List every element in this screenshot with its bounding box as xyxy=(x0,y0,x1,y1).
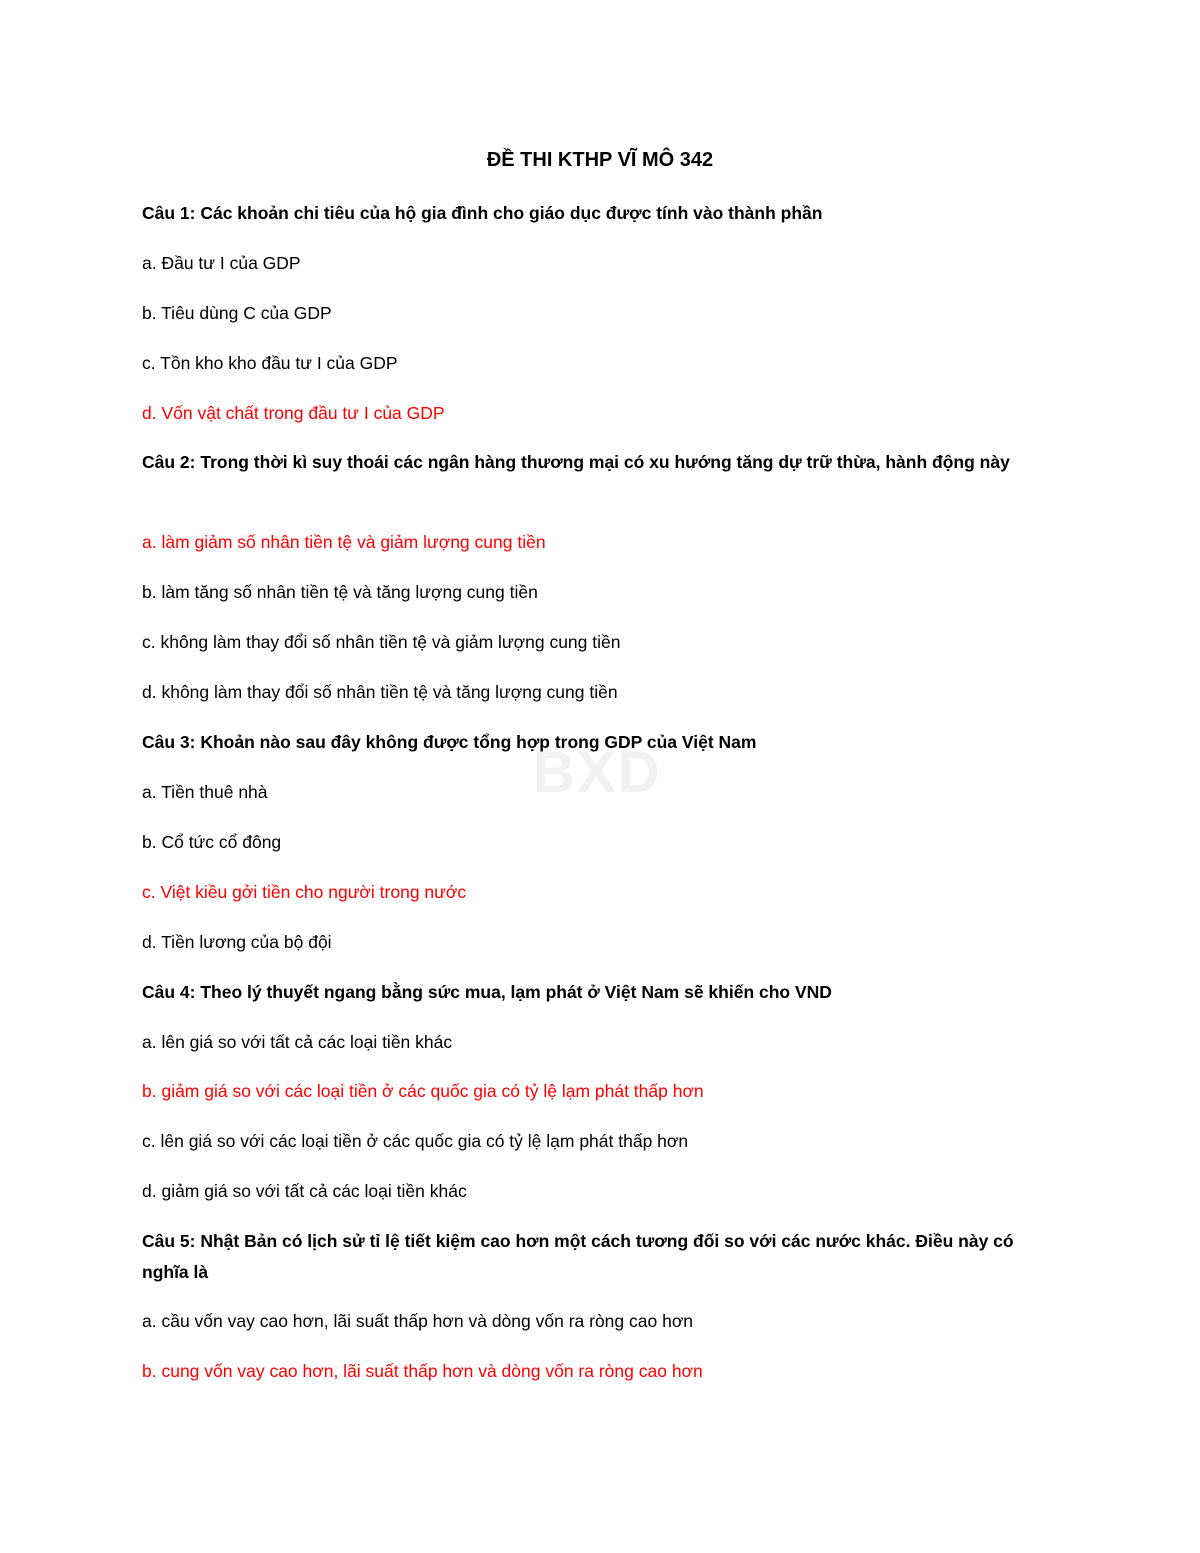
question-4-option-b-correct: b. giảm giá so với các loại tiền ở các quốc gia có tỷ lệ lạm phát thấp hơn xyxy=(142,1081,704,1101)
question-5-prompt: Câu 5: Nhật Bản có lịch sử tỉ lệ tiết kiệm cao hơn một cách tương đối so với các nước khác. Điều này có nghĩa là xyxy=(142,1231,1014,1282)
question-3-option-b: b. Cổ tức cổ đông xyxy=(142,832,282,852)
question-1-prompt: Câu 1: Các khoản chi tiêu của hộ gia đình cho giáo dục được tính vào thành phần xyxy=(142,203,823,223)
question-3-prompt: Câu 3: Khoản nào sau đây không được tổng hợp trong GDP của Việt Nam xyxy=(142,732,757,752)
question-3-option-a: a. Tiền thuê nhà xyxy=(142,782,268,802)
question-2-prompt: Câu 2: Trong thời kì suy thoái các ngân hàng thương mại có xu hướng tăng dự trữ thừa, hành động này xyxy=(142,452,1010,472)
question-1-option-b: b. Tiêu dùng C của GDP xyxy=(142,303,332,323)
question-4-option-a: a. lên giá so với tất cả các loại tiền khác xyxy=(142,1032,453,1052)
question-4-prompt: Câu 4: Theo lý thuyết ngang bằng sức mua, lạm phát ở Việt Nam sẽ khiến cho VND xyxy=(142,982,832,1002)
question-4-option-d: d. giảm giá so với tất cả các loại tiền khác xyxy=(142,1181,467,1201)
question-1-option-d-correct: d. Vốn vật chất trong đầu tư I của GDP xyxy=(142,403,445,423)
question-1-option-c: c. Tồn kho kho đầu tư I của GDP xyxy=(142,353,398,373)
question-2-option-a-correct: a. làm giảm số nhân tiền tệ và giảm lượng cung tiền xyxy=(142,532,546,552)
question-3-option-c-correct: c. Việt kiều gởi tiền cho người trong nước xyxy=(142,882,467,902)
question-2-option-d: d. không làm thay đổi số nhân tiền tệ và tăng lượng cung tiền xyxy=(142,682,618,702)
question-1-option-a: a. Đầu tư I của GDP xyxy=(142,253,301,273)
question-4-option-c: c. lên giá so với các loại tiền ở các quốc gia có tỷ lệ lạm phát thấp hơn xyxy=(142,1131,689,1151)
question-2-option-b: b. làm tăng số nhân tiền tệ và tăng lượng cung tiền xyxy=(142,582,538,602)
question-3-option-d: d. Tiền lương của bộ đội xyxy=(142,932,332,952)
watermark: BXD xyxy=(533,740,662,805)
question-2-option-c: c. không làm thay đổi số nhân tiền tệ và giảm lượng cung tiền xyxy=(142,632,621,652)
question-5-option-a: a. cầu vốn vay cao hơn, lãi suất thấp hơn và dòng vốn ra ròng cao hơn xyxy=(142,1311,694,1331)
document-title: ĐỀ THI KTHP VĨ MÔ 342 xyxy=(486,149,714,171)
question-5-option-b-correct: b. cung vốn vay cao hơn, lãi suất thấp hơn và dòng vốn ra ròng cao hơn xyxy=(142,1361,703,1381)
